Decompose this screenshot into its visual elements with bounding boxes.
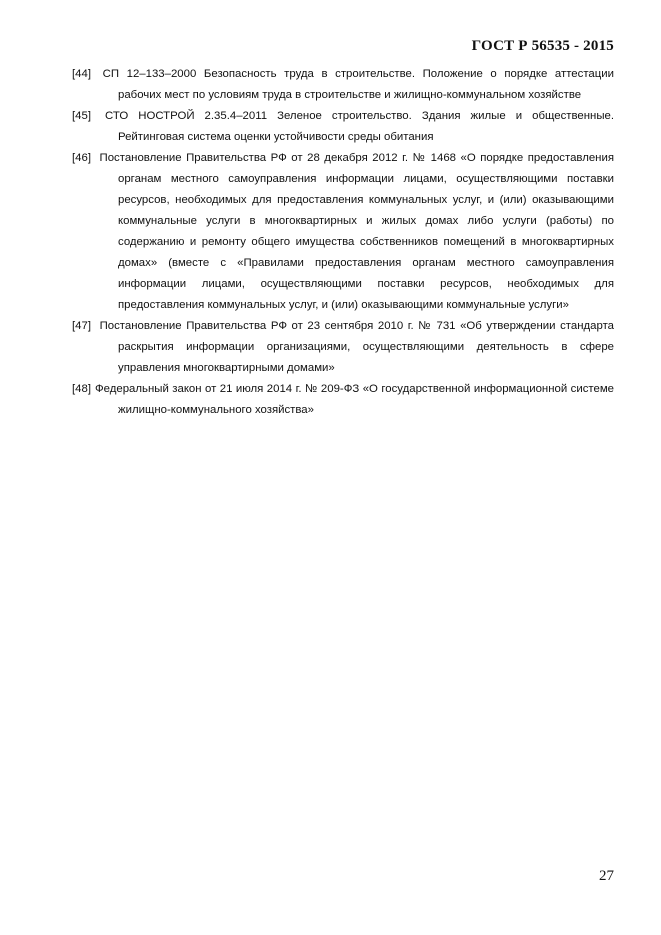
reference-text: СТО НОСТРОЙ 2.35.4–2011 Зеленое строительство. Здания жилые и общественные. Рейтинговая система оценки устойчивости среды обитания [105, 110, 615, 143]
reference-item-45: [45] СТО НОСТРОЙ 2.35.4–2011 Зеленое строительство. Здания жилые и общественные. Рейтинговая система оценки устойчивости среды обитания [72, 110, 615, 143]
reference-text: Постановление Правительства РФ от 28 декабря 2012 г. № 1468 «О порядке предоставления органам местного самоуправления информации лицами, осуществляющими поставки ресурсов, необходимых для предоставления коммунальных услуг, и (или) оказывающими коммунальные услуги в многоквартирных и жилых домах либо услуги (работы) по содержанию и ремонту общего имущества собственников помещений в многоквартирных домах» (вместе с «Правилами предоставления органам местного самоуправления информации лицами, осуществляющими поставки ресурсов, необходимых для предоставления коммунальных услуг, и (или) оказывающими коммунальные услуги» [99, 152, 614, 311]
reference-text: Федеральный закон от 21 июля 2014 г. № 209-ФЗ «О государственной информационной системе жилищно-коммунального хозяйства» [95, 383, 614, 416]
document-header: ГОСТ Р 56535 - 2015 [471, 38, 614, 54]
reference-item-48: [48] Федеральный закон от 21 июля 2014 г. № 209-ФЗ «О государственной информационной системе жилищно-коммунального хозяйства» [72, 383, 614, 416]
reference-item-47: [47] Постановление Правительства РФ от 23 сентября 2010 г. № 731 «Об утверждении стандарта раскрытия информации организациями, осуществляющими деятельность в сфере управления многоквартирными домами» [72, 320, 614, 374]
page-number: 27 [599, 868, 614, 884]
reference-text: СП 12–133–2000 Безопасность труда в строительстве. Положение о порядке аттестации рабочих мест по условиям труда в строительстве и жилищно-коммунальном хозяйстве [102, 68, 615, 101]
reference-item-44: [44] СП 12–133–2000 Безопасность труда в строительстве. Положение о порядке аттестации рабочих мест по условиям труда в строительстве и жилищно-коммунальном хозяйстве [72, 68, 615, 101]
reference-list [72, 64, 615, 421]
reference-text: Постановление Правительства РФ от 23 сентября 2010 г. № 731 «Об утверждении стандарта раскрытия информации организациями, осуществляющими деятельность в сфере управления многоквартирными домами» [99, 320, 614, 374]
reference-item-46: [46] Постановление Правительства РФ от 28 декабря 2012 г. № 1468 «О порядке предоставления органам местного самоуправления информации лицами, осуществляющими поставки ресурсов, необходимых для предоставления коммунальных услуг, и (или) оказывающими коммунальные услуги в многоквартирных и жилых домах либо услуги (работы) по содержанию и ремонту общего имущества собственников помещений в многоквартирных домах» (вместе с «Правилами предоставления органам местного самоуправления информации лицами, осуществляющими поставки ресурсов, необходимых для предоставления коммунальных услуг, и (или) оказывающими коммунальные услуги» [72, 152, 614, 311]
